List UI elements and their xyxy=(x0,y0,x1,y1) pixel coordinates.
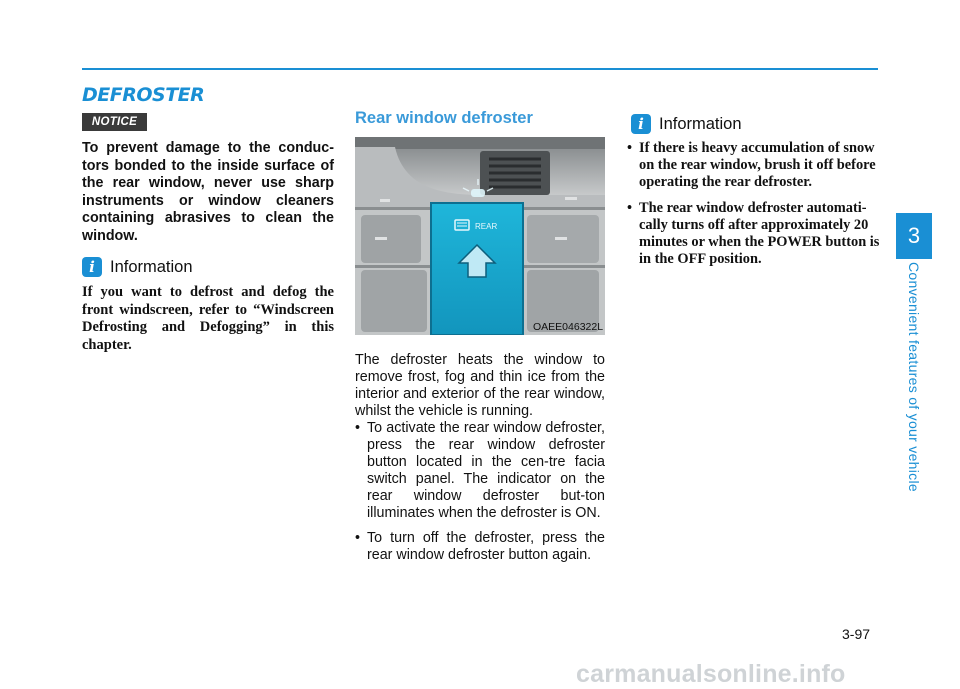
info-left-header xyxy=(82,257,193,277)
photo-caption: OAEE046322L xyxy=(533,321,604,333)
chapter-title xyxy=(896,262,932,492)
list-item: • If there is heavy accumulation of snow on the rear window, brush it off before operating the rear defroster. xyxy=(627,140,880,192)
rear-defroster-heading: Rear window defroster xyxy=(355,109,533,127)
info-icon: i xyxy=(82,257,102,277)
rear-defroster-photo xyxy=(355,137,605,335)
chapter-title-text: Convenient features of your vehicle xyxy=(906,262,922,492)
section-title: DEFROSTER xyxy=(82,84,205,106)
top-rule xyxy=(82,68,878,70)
notice-badge: NOTICE xyxy=(82,113,147,131)
info-left-text: If you want to defrost and defog the front windscreen, refer to “Windscreen Defrosting and Defogging” in this chapter. xyxy=(82,284,334,353)
list-item: • To turn off the defroster, press the rear window defroster button again. xyxy=(355,530,605,564)
page-number: 3-97 xyxy=(842,626,871,642)
rear-button-label: REAR xyxy=(475,222,498,231)
watermark: carmanualsonline.info xyxy=(576,660,846,688)
list-item: • To activate the rear window defroster, press the rear window defroster button located in the cen-tre facia switch panel. The indicator on the rear window defroster but-ton illuminates when the defroster is ON. xyxy=(355,420,605,522)
info-right-bullets xyxy=(627,140,880,276)
notice-text: To prevent damage to the conduc-tors bonded to the inside surface of the rear window, never use sharp instruments or window cleaners containing abrasives to clean the window. xyxy=(82,140,334,244)
info-right-label: Information xyxy=(659,114,742,133)
rear-defroster-intro: The defroster heats the window to remove frost, fog and thin ice from the interior and exterior of the rear window, whilst the vehicle is running. xyxy=(355,352,605,419)
info-right-header xyxy=(631,114,742,134)
rear-defroster-bullets xyxy=(355,420,605,572)
switch-panel-illustration xyxy=(355,137,605,335)
info-icon: i xyxy=(631,114,651,134)
list-item: • The rear window defroster automati-cally turns off after approximately 20 minutes or when the POWER button is in the OFF position. xyxy=(627,200,880,269)
chapter-number-tab: 3 xyxy=(896,213,932,259)
info-left-label: Information xyxy=(110,257,193,276)
